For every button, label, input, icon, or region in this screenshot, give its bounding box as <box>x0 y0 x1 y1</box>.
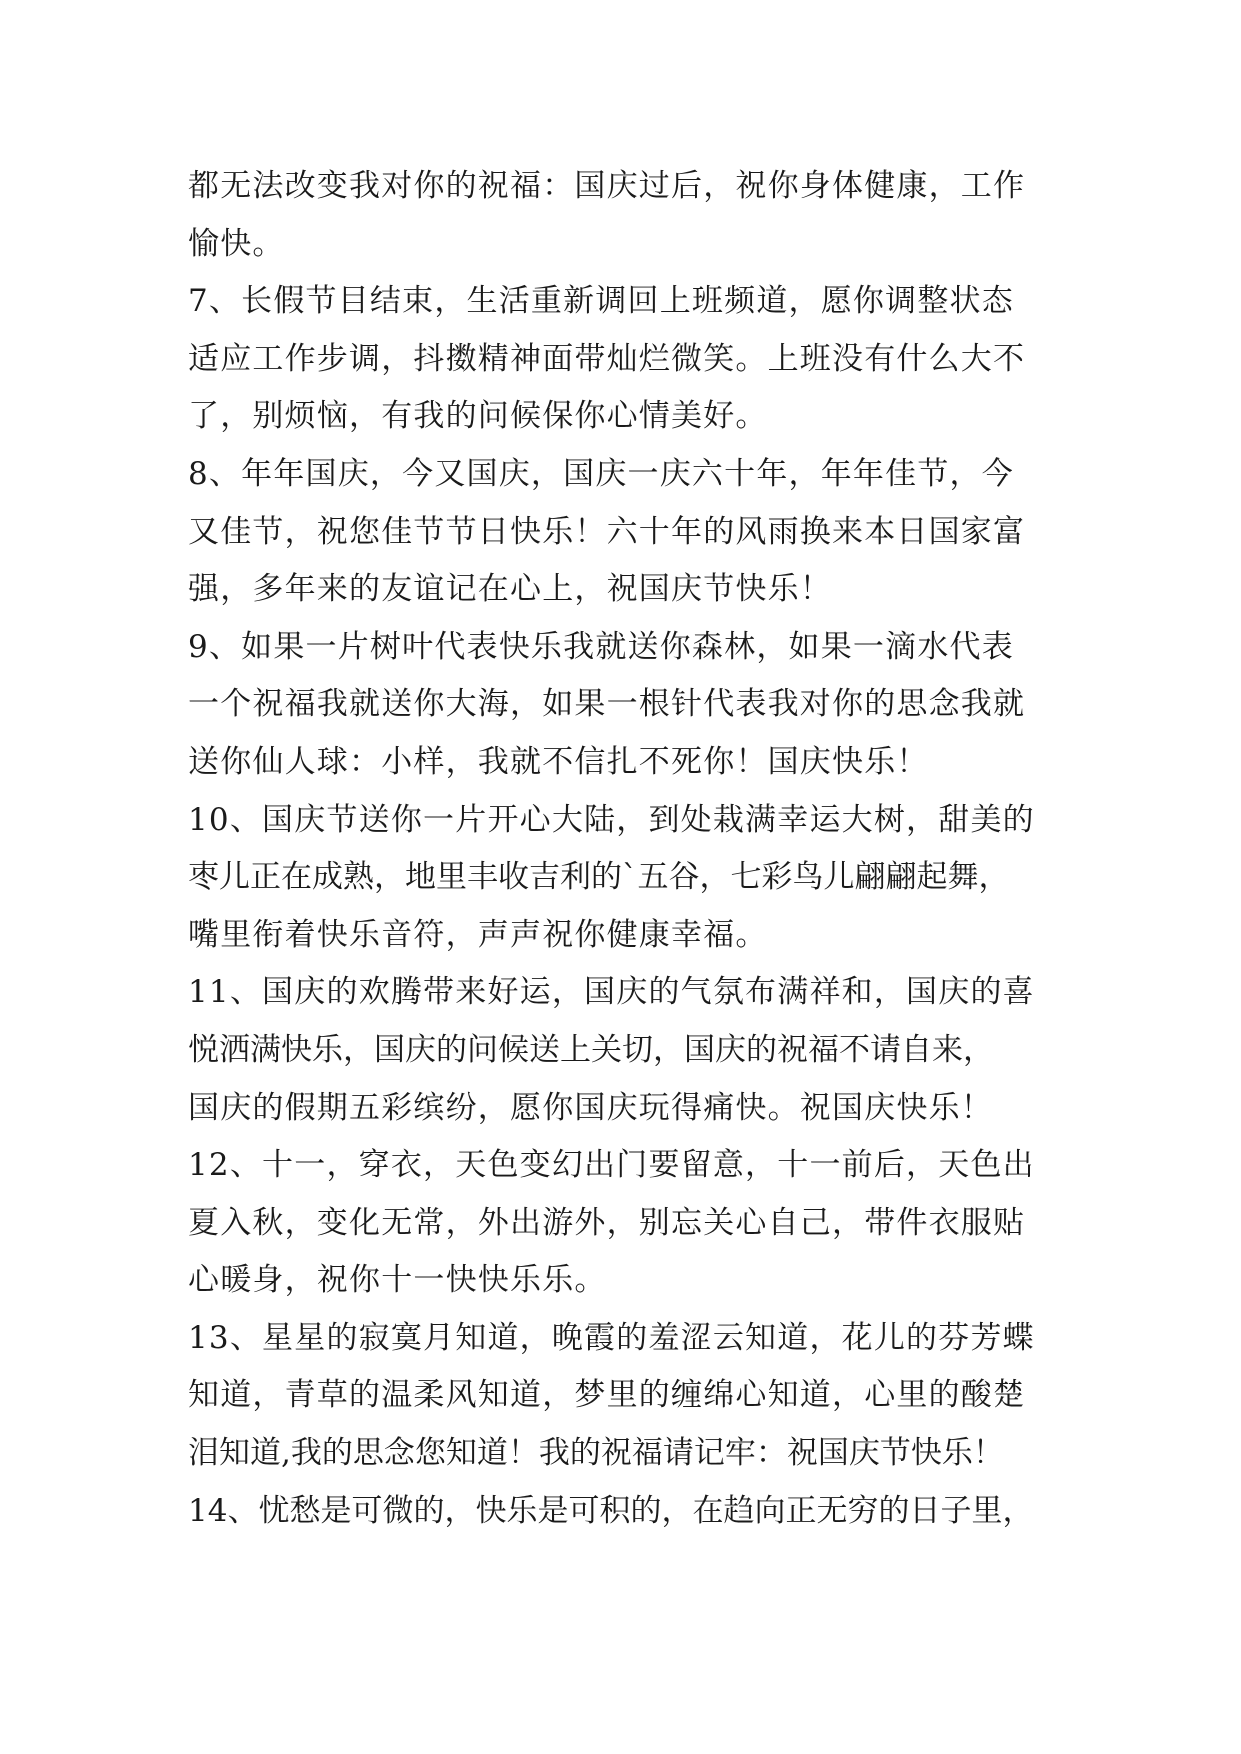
text-line: 12、十一，穿衣，天色变幻出门要留意，十一前后，天色出 <box>188 1147 1035 1184</box>
text-line: 嘴里衔着快乐音符，声声祝你健康幸福。 <box>188 916 768 953</box>
text-line: 一个祝福我就送你大海，如果一根针代表我对你的思念我就 <box>188 686 1026 723</box>
text-line: 愉快。 <box>188 225 285 262</box>
text-line: 7、长假节目结束，生活重新调回上班频道，愿你调整状态 <box>188 283 1014 320</box>
text-line: 10、国庆节送你一片开心大陆，到处栽满幸运大树，甜美的 <box>188 801 1035 838</box>
text-line: 送你仙人球：小样，我就不信扎不死你！国庆快乐！ <box>188 743 929 780</box>
text-line: 悦洒满快乐，国庆的问候送上关切，国庆的祝福不请自来， <box>188 1031 994 1068</box>
text-line: 心暖身，祝你十一快快乐乐。 <box>188 1262 607 1299</box>
text-line: 14、忧愁是可微的，快乐是可积的，在趋向正无穷的日子里， <box>188 1492 1034 1529</box>
text-line: 适应工作步调，抖擞精神面带灿烂微笑。上班没有什么大不 <box>188 340 1026 377</box>
text-line: 了，别烦恼，有我的问候保你心情美好。 <box>188 398 768 435</box>
text-line: 国庆的假期五彩缤纷，愿你国庆玩得痛快。祝国庆快乐！ <box>188 1089 993 1126</box>
text-line: 都无法改变我对你的祝福：国庆过后，祝你身体健康，工作 <box>188 168 1026 204</box>
text-line: 8、年年国庆，今又国庆，国庆一庆六十年，年年佳节，今 <box>188 455 1014 492</box>
text-line: 夏入秋，变化无常，外出游外，别忘关心自己，带件衣服贴 <box>188 1204 1026 1241</box>
text-line: 泪知道,我的思念您知道！我的祝福请记牢：祝国庆节快乐！ <box>188 1435 1004 1472</box>
text-line: 又佳节，祝您佳节节日快乐！六十年的风雨换来本日国家富 <box>188 513 1026 550</box>
text-line: 11、国庆的欢腾带来好运，国庆的气氛布满祥和，国庆的喜 <box>188 974 1035 1011</box>
text-line: 枣儿正在成熟，地里丰收吉利的`五谷，七彩鸟儿翩翩起舞， <box>188 859 1010 896</box>
body-text <box>188 158 1068 1540</box>
text-line: 9、如果一片树叶代表快乐我就送你森林，如果一滴水代表 <box>188 628 1014 665</box>
text-line: 强，多年来的友谊记在心上，祝国庆节快乐！ <box>188 571 832 608</box>
text-line: 知道，青草的温柔风知道，梦里的缠绵心知道，心里的酸楚 <box>188 1377 1026 1414</box>
text-line: 13、星星的寂寞月知道，晚霞的羞涩云知道，花儿的芬芳蝶 <box>188 1319 1035 1356</box>
